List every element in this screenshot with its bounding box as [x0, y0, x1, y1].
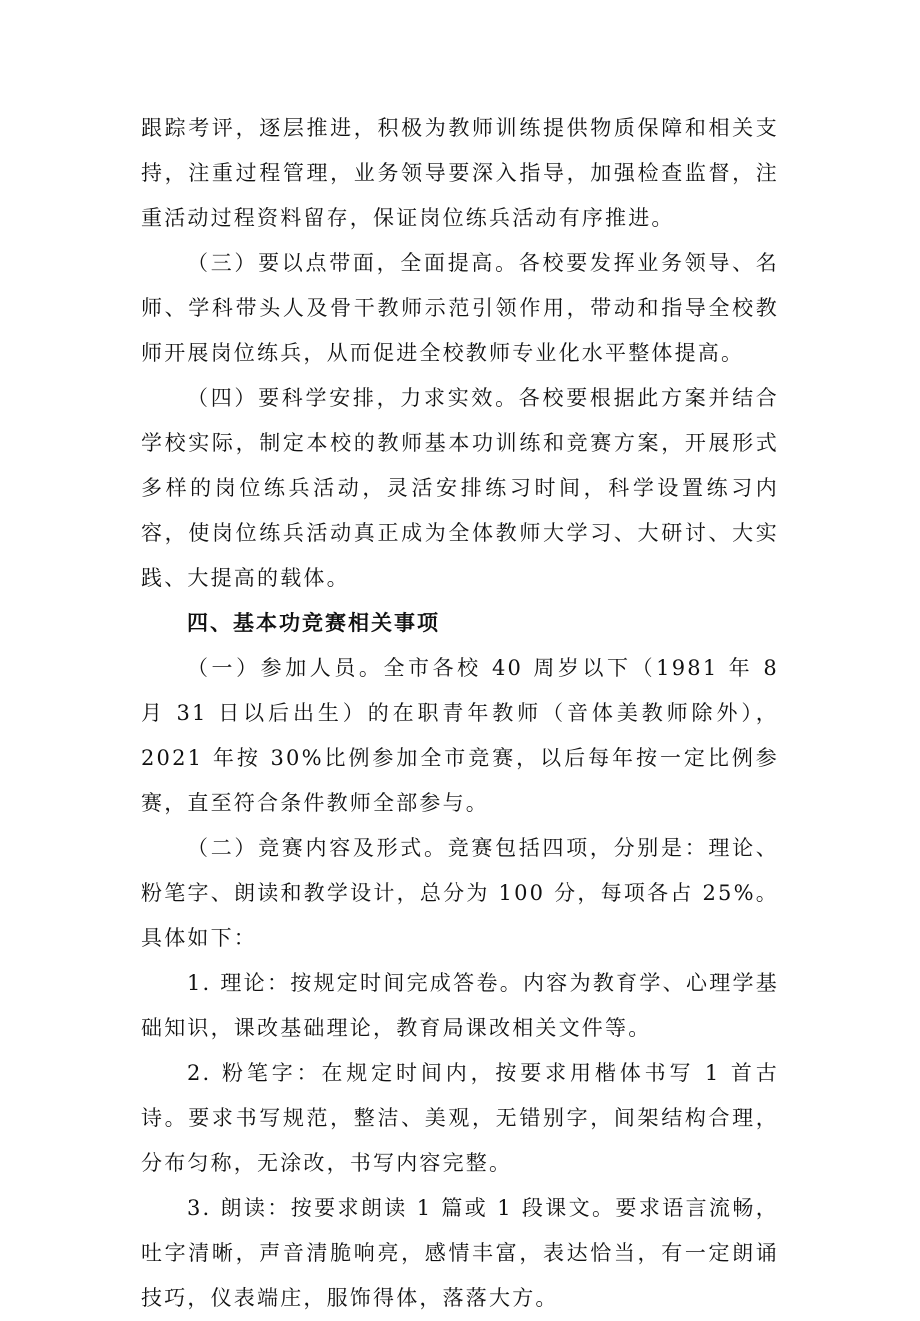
- paragraph-reading: 3. 朗读：按要求朗读 1 篇或 1 段课文。要求语言流畅，吐字清晰，声音清脆响亮，感情丰富，表达恰当，有一定朗诵技巧，仪表端庄，服饰得体，落落大方。: [141, 1196, 779, 1310]
- paragraph-participants: （一）参加人员。全市各校 40 周岁以下（1981 年 8 月 31 日以后出生）的在职青年教师（音体美教师除外），2021 年按 30%比例参加全市竞赛，以后每年按一定比例参赛，直至符合条件教师全部参与。: [141, 656, 779, 815]
- paragraph-chalk-writing: 2. 粉笔字：在规定时间内，按要求用楷体书写 1 首古诗。要求书写规范，整洁、美观，无错别字，间架结构合理，分布匀称，无涂改，书写内容完整。: [141, 1061, 779, 1175]
- paragraph-content-format: （二）竞赛内容及形式。竞赛包括四项，分别是：理论、粉笔字、朗读和教学设计，总分为 100 分，每项各占 25%。具体如下：: [141, 836, 779, 950]
- paragraph-continuation: 跟踪考评，逐层推进，积极为教师训练提供物质保障和相关支持，注重过程管理，业务领导要深入指导，加强检查监督，注重活动过程资料留存，保证岗位练兵活动有序推进。: [141, 116, 779, 230]
- section-heading-4: 四、基本功竞赛相关事项: [187, 611, 440, 635]
- paragraph-theory: 1. 理论：按规定时间完成答卷。内容为教育学、心理学基础知识，课改基础理论，教育局课改相关文件等。: [141, 971, 779, 1040]
- paragraph-item-3: （三）要以点带面，全面提高。各校要发挥业务领导、名师、学科带头人及骨干教师示范引领作用，带动和指导全校教师开展岗位练兵，从而促进全校教师专业化水平整体提高。: [141, 251, 779, 365]
- paragraph-item-4: （四）要科学安排，力求实效。各校要根据此方案并结合学校实际，制定本校的教师基本功训练和竞赛方案，开展形式多样的岗位练兵活动，灵活安排练习时间，科学设置练习内容，使岗位练兵活动真正成为全体教师大学习、大研讨、大实践、大提高的载体。: [141, 386, 779, 590]
